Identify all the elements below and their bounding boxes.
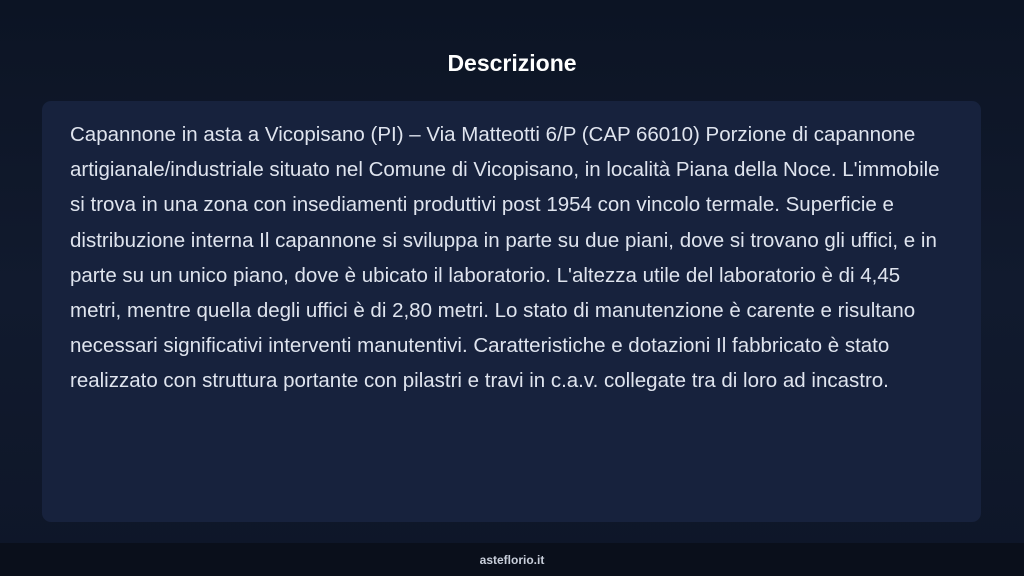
description-text: Capannone in asta a Vicopisano (PI) – Via Matteotti 6/P (CAP 66010) Porzione di capannone artigianale/industriale situato nel Comune di Vicopisano, in località Piana della Noce. L'immobile si trova in una zona con insediamenti produttivi post 1954 con vincolo termale. Superficie e distribuzione interna Il capannone si sviluppa in parte su due piani, dove si trovano gli uffici, e in parte su un unico piano, dove è ubicato il laboratorio. L'altezza utile del laboratorio è di 4,45 metri, mentre quella degli uffici è di 2,80 metri. Lo stato di manutenzione è carente e risultano necessari significativi interventi manutentivi. Caratteristiche e dotazioni Il fabbricato è stato realizzato con struttura portante con pilastri e travi in c.a.v. collegate tra di loro ad incastro. (70, 123, 940, 393)
footer-site-label: asteflorio.it (479, 553, 545, 567)
description-card (42, 101, 981, 522)
page-title: Descrizione (447, 50, 577, 76)
footer-bar (0, 543, 1024, 576)
